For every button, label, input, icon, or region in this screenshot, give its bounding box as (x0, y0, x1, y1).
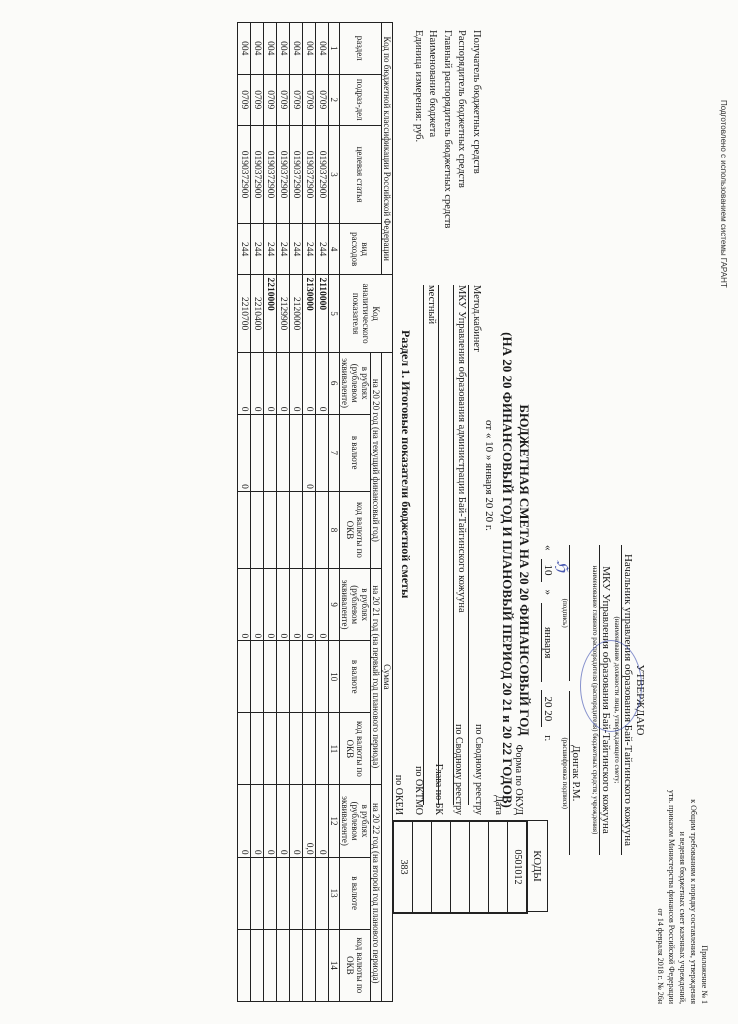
table-cell-statya: 0190372900 (290, 126, 303, 224)
rub-header: в рублях (рублевом эквиваленте) (340, 569, 371, 641)
vid-header: вид расходов (340, 223, 382, 275)
meta-label: Распорядитель бюджетных средств (456, 30, 468, 188)
table-cell-v5 (251, 641, 264, 713)
code-value (412, 822, 431, 912)
section-title: Раздел 1. Итоговые показатели бюджетной сметы (399, 330, 413, 599)
year1-header: на 20 20 год (на текущий финансовый год) (371, 352, 382, 568)
okv-header: код валюты по ОКВ (340, 491, 371, 568)
approve-month: января (541, 603, 554, 682)
approver-organization: МКУ Управления образования Бай-Тайгинского кожууна (599, 545, 612, 855)
table-cell-v9 (277, 929, 290, 1001)
table-cell-v4: 0 (251, 569, 264, 641)
table-cell-v8 (303, 857, 316, 929)
column-number-row (329, 23, 340, 1002)
table-cell-v4: 0 (316, 569, 329, 641)
table-cell-v9 (251, 929, 264, 1001)
table-cell-v2 (277, 414, 290, 491)
column-number: 3 (329, 126, 340, 224)
appendix-line: утв. приказом Министерства финансов Российской Федерации (667, 789, 676, 1004)
table-cell-v8 (290, 857, 303, 929)
analytic-code-header: Код аналитического показателя (340, 275, 393, 352)
appendix-line: к Общим требованиям к порядку составления, утверждения (689, 799, 698, 1004)
val-header: в валюте (340, 414, 371, 491)
column-number: 5 (329, 275, 340, 352)
table-cell-v1: 0 (303, 352, 316, 414)
table-cell-v3 (251, 491, 264, 568)
rub-header: в рублях (рублевом эквиваленте) (340, 785, 371, 857)
table-cell-kod: 2130000 (303, 275, 316, 352)
approve-date: « 10 » января 20 20 г. (542, 545, 554, 742)
table-row (277, 23, 290, 1002)
meta-values (423, 285, 483, 805)
approve-heading: УТВЕРЖДАЮ (634, 664, 646, 736)
column-number: 8 (329, 491, 340, 568)
appendix-line: и ведения бюджетных смет казенных учреждений, (678, 831, 687, 1004)
table-cell-v7: 0,0 (303, 785, 316, 857)
column-number: 14 (329, 929, 340, 1001)
table-cell-vid: 244 (316, 223, 329, 275)
column-number: 12 (329, 785, 340, 857)
table-cell-v7: 0 (238, 785, 251, 857)
table-cell-v7: 0 (277, 785, 290, 857)
code-label: Форма по ОКУД (513, 744, 524, 815)
appendix-note (655, 790, 710, 1004)
table-cell-v1: 0 (277, 352, 290, 414)
table-cell-v6 (303, 713, 316, 785)
table-cell-statya: 0190372900 (264, 126, 277, 224)
table-cell-v3 (277, 491, 290, 568)
table-cell-v6 (238, 713, 251, 785)
table-cell-razdel: 004 (238, 23, 251, 75)
code-label: по Сводному реестру (473, 724, 484, 815)
table-cell-v9 (303, 929, 316, 1001)
table-cell-v9 (238, 929, 251, 1001)
table-cell-vid: 244 (277, 223, 290, 275)
table-cell-v8 (316, 857, 329, 929)
appendix-line: Приложение № 1 (700, 945, 709, 1004)
table-cell-kod: 2210700 (238, 275, 251, 352)
table-cell-podrazdel: 0709 (264, 74, 277, 126)
table-cell-statya: 0190372900 (251, 126, 264, 224)
approve-year: 20 20 (541, 690, 554, 727)
table-cell-v2 (316, 414, 329, 491)
table-cell-podrazdel: 0709 (277, 74, 290, 126)
sign-hint: (подпись) (561, 598, 569, 628)
code-value (469, 822, 488, 912)
table-cell-kod: 2129900 (277, 275, 290, 352)
table-cell-v6 (277, 713, 290, 785)
table-cell-v4: 0 (238, 569, 251, 641)
meta-label: Наименование бюджета (427, 30, 439, 138)
table-cell-v7: 0 (251, 785, 264, 857)
table-cell-v3 (238, 491, 251, 568)
appendix-line: от 14 февраля 2018 г. № 26н (656, 908, 665, 1004)
table-cell-v4: 0 (277, 569, 290, 641)
table-cell-v8 (277, 857, 290, 929)
table-cell-v6 (251, 713, 264, 785)
meta-label: Единица измерения: руб. (413, 30, 424, 143)
table-cell-v2 (290, 414, 303, 491)
table-cell-statya: 0190372900 (316, 126, 329, 224)
column-number: 7 (329, 414, 340, 491)
table-cell-v2: 0 (303, 414, 316, 491)
table-cell-v4: 0 (290, 569, 303, 641)
table-cell-v5 (238, 641, 251, 713)
table-cell-v1: 0 (264, 352, 277, 414)
table-cell-kod: 2110000 (316, 275, 329, 352)
column-number: 1 (329, 23, 340, 75)
table-cell-podrazdel: 0709 (251, 74, 264, 126)
table-cell-v1: 0 (251, 352, 264, 414)
table-cell-v6 (264, 713, 277, 785)
column-number: 9 (329, 569, 340, 641)
table-cell-v6 (290, 713, 303, 785)
table-cell-v2: 0 (238, 414, 251, 491)
meta-label: Главный распорядитель бюджетных средств (442, 30, 453, 229)
okv-header: код валюты по ОКВ (340, 713, 371, 785)
table-cell-v3 (264, 491, 277, 568)
year3-header: на 20 22 год (на второй год планового периода) (371, 785, 382, 1002)
table-cell-vid: 244 (238, 223, 251, 275)
code-label: по ОКТМО (413, 766, 424, 815)
approver-position: Начальник управления образования Бай-Тайгинского кожууна (621, 545, 634, 855)
position-hint: (наименование должности лица, утверждающего смету; (613, 616, 621, 784)
column-number: 2 (329, 74, 340, 126)
organization-hint: наименование главного распорядителя (распорядителя) бюджетных средств; учреждения) (591, 565, 599, 835)
table-cell-vid: 244 (264, 223, 277, 275)
table-cell-statya: 0190372900 (303, 126, 316, 224)
table-cell-v9 (290, 929, 303, 1001)
okv-header: код валюты по ОКВ (340, 929, 371, 1001)
table-cell-v8 (251, 857, 264, 929)
table-cell-v4: 0 (264, 569, 277, 641)
code-value (431, 822, 450, 912)
name-hint: (расшифровка подписи) (561, 737, 569, 809)
table-cell-v5 (277, 641, 290, 713)
table-cell-v5 (316, 641, 329, 713)
codes-box (392, 820, 528, 914)
table-cell-v1: 0 (238, 352, 251, 414)
table-cell-v5 (290, 641, 303, 713)
table-cell-v5 (264, 641, 277, 713)
table-row (238, 23, 251, 1002)
code-value: 383 (398, 859, 409, 875)
code-value (450, 822, 469, 912)
code-value (488, 822, 507, 912)
table-cell-v7: 0 (264, 785, 277, 857)
table-cell-razdel: 004 (303, 23, 316, 75)
table-cell-v1: 0 (290, 352, 303, 414)
table-cell-v9 (316, 929, 329, 1001)
meta-value: МКУ Управления образования администрации Бай-Тайгинского кожууна (453, 285, 468, 805)
val-header: в валюте (340, 857, 371, 929)
column-number: 6 (329, 352, 340, 414)
table-cell-v3 (316, 491, 329, 568)
table-cell-v4: 0 (303, 569, 316, 641)
table-cell-v3 (303, 491, 316, 568)
table-cell-v8 (264, 857, 277, 929)
code-label: по Сводному реестру (453, 724, 464, 815)
meta-value: местный (423, 285, 438, 805)
table-cell-podrazdel: 0709 (316, 74, 329, 126)
table-cell-razdel: 004 (277, 23, 290, 75)
kbk-header: Код по бюджетной классификации Российской Федерации (382, 23, 393, 275)
document-date: от « 10 » января 20 20 г. (483, 420, 495, 531)
approver-name: Донгак Р.М. (569, 691, 582, 855)
seal-stamp (580, 640, 642, 732)
table-cell-podrazdel: 0709 (303, 74, 316, 126)
table-cell-v2 (264, 414, 277, 491)
codes-header: КОДЫ (526, 820, 548, 912)
meta-value (438, 285, 453, 805)
table-cell-v8 (238, 857, 251, 929)
table-row (303, 23, 316, 1002)
title-line-2: (НА 20 20 ФИНАНСОВЫЙ ГОД И ПЛАНОВЫЙ ПЕРИОД 20 21 и 20 22 ГОДОВ) (500, 332, 515, 808)
column-number: 11 (329, 713, 340, 785)
budget-table (237, 22, 393, 1002)
code-label: по ОКЕИ (393, 774, 404, 815)
column-number: 4 (329, 223, 340, 275)
podrazdel-header: подраз-дел (340, 74, 382, 126)
statya-header: целевая статья (340, 126, 382, 224)
sum-header: Сумма (382, 352, 393, 1001)
table-cell-razdel: 004 (290, 23, 303, 75)
table-cell-kod: 2210400 (251, 275, 264, 352)
table-cell-razdel: 004 (264, 23, 277, 75)
meta-label: Получатель бюджетных средств (471, 30, 482, 174)
table-cell-v3 (290, 491, 303, 568)
table-cell-kod: 2120000 (290, 275, 303, 352)
table-cell-kod: 2210000 (264, 275, 277, 352)
table-row (290, 23, 303, 1002)
table-cell-podrazdel: 0709 (238, 74, 251, 126)
column-number: 13 (329, 857, 340, 929)
meta-value: Метод.кабинет (468, 285, 483, 805)
approve-day: 10 (541, 559, 554, 582)
table-cell-v6 (316, 713, 329, 785)
table-cell-statya: 0190372900 (238, 126, 251, 224)
table-row (264, 23, 277, 1002)
table-cell-razdel: 004 (251, 23, 264, 75)
table-cell-podrazdel: 0709 (290, 74, 303, 126)
table-cell-razdel: 004 (316, 23, 329, 75)
code-value: 0501012 (507, 822, 526, 912)
table-cell-statya: 0190372900 (277, 126, 290, 224)
garant-footer: Подготовлено с использованием системы ГАРАНТ (719, 100, 728, 288)
title-line-1: БЮДЖЕТНАЯ СМЕТА НА 20 20 ФИНАНСОВЫЙ ГОД (517, 404, 532, 736)
table-cell-v7: 0 (290, 785, 303, 857)
table-cell-v2 (251, 414, 264, 491)
approve-year-suffix: г. (542, 735, 554, 742)
code-label: Дата (493, 795, 504, 815)
table-row (316, 23, 329, 1002)
table-row (251, 23, 264, 1002)
year2-header: на 20 21 год (на первый год планового периода) (371, 569, 382, 785)
table-cell-vid: 244 (303, 223, 316, 275)
val-header: в валюте (340, 641, 371, 713)
table-cell-vid: 244 (290, 223, 303, 275)
table-cell-vid: 244 (251, 223, 264, 275)
table-cell-v7: 0 (316, 785, 329, 857)
table-cell-v9 (264, 929, 277, 1001)
handwritten-signature: ℌ (553, 560, 570, 573)
meta-labels (411, 30, 484, 228)
table-cell-v5 (303, 641, 316, 713)
code-label: Глава по БК (433, 763, 444, 815)
razdel-header: раздел (340, 23, 382, 75)
column-number: 10 (329, 641, 340, 713)
rub-header: в рублях (рублевом эквиваленте) (340, 352, 371, 414)
table-cell-v1: 0 (316, 352, 329, 414)
